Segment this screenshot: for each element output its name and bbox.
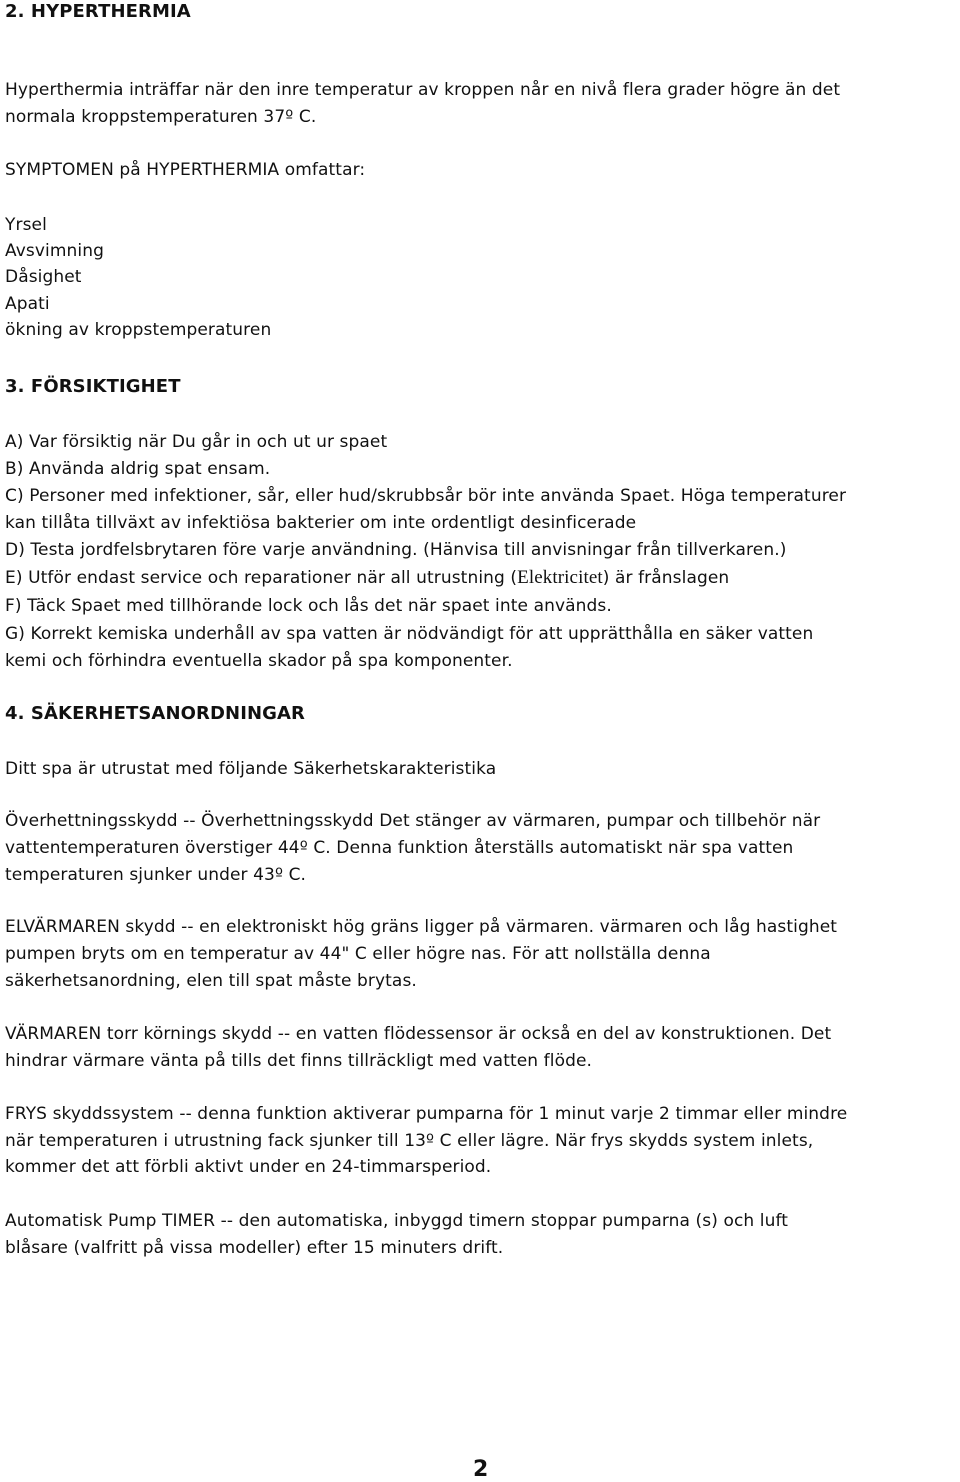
paragraph-line: när temperaturen i utrustning fack sjunker till 13º C eller lägre. När frys skydds system inlets, — [5, 1131, 814, 1151]
symptoms-heading: SYMPTOMEN på HYPERTHERMIA omfattar: — [5, 160, 366, 180]
page-number: 2 — [473, 1457, 489, 1482]
paragraph-line: ELVÄRMAREN skydd -- en elektroniskt hög gräns ligger på värmaren. värmaren och låg hastighet — [5, 917, 838, 937]
caution-line-e-post: ) är frånslagen — [602, 568, 730, 588]
caution-line-e-word: Elektricitet — [517, 567, 603, 588]
section-heading-safety-devices: 4. SÄKERHETSANORDNINGAR — [5, 703, 306, 724]
paragraph-line: blåsare (valfritt på vissa modeller) efter 15 minuters drift. — [5, 1238, 504, 1258]
caution-line-g-cont: kemi och förhindra eventuella skador på spa komponenter. — [5, 651, 513, 671]
caution-line-c: C) Personer med infektioner, sår, eller hud/skrubbsår bör inte använda Spaet. Höga temperaturer — [5, 486, 847, 506]
caution-line-g: G) Korrekt kemiska underhåll av spa vatten är nödvändigt för att upprätthålla en säker vatten — [5, 624, 814, 644]
section-heading-caution: 3. FÖRSIKTIGHET — [5, 376, 181, 397]
paragraph-line: FRYS skyddssystem -- denna funktion aktiverar pumparna för 1 minut varje 2 timmar eller mindre — [5, 1104, 848, 1124]
list-item: ökning av kroppstemperaturen — [5, 320, 272, 340]
paragraph-line: kommer det att förbli aktivt under en 24-timmarsperiod. — [5, 1157, 492, 1177]
paragraph-line: Överhettningsskydd -- Överhettningsskydd Det stänger av värmaren, pumpar och tillbehör när — [5, 811, 821, 831]
caution-line-e-pre: E) Utför endast service och reparationer när all utrustning ( — [5, 568, 518, 588]
paragraph-line: Automatisk Pump TIMER -- den automatiska, inbyggd timern stoppar pumparna (s) och luft — [5, 1211, 789, 1231]
paragraph-line: normala kroppstemperaturen 37º C. — [5, 107, 317, 127]
list-item: Avsvimning — [5, 241, 104, 261]
paragraph-line: hindrar värmare vänta på tills det finns tillräckligt med vatten flöde. — [5, 1051, 593, 1071]
paragraph-line: temperaturen sjunker under 43º C. — [5, 865, 307, 885]
list-item: Apati — [5, 294, 50, 314]
paragraph-line: säkerhetsanordning, elen till spat måste brytas. — [5, 971, 417, 991]
caution-line-d: D) Testa jordfelsbrytaren före varje användning. (Hänvisa till anvisningar från tillverkaren.) — [5, 540, 787, 560]
list-item: Dåsighet — [5, 267, 82, 287]
safety-intro: Ditt spa är utrustat med följande Säkerhetskarakteristika — [5, 759, 497, 779]
paragraph-line: Hyperthermia inträffar när den inre temperatur av kroppen når en nivå flera grader högre än det — [5, 80, 841, 100]
caution-line-b: B) Använda aldrig spat ensam. — [5, 459, 271, 479]
section-heading-hyperthermia: 2. HYPERTHERMIA — [5, 1, 191, 22]
paragraph-line: pumpen bryts om en temperatur av 44" C eller högre nas. För att nollställa denna — [5, 944, 711, 964]
caution-line-f: F) Täck Spaet med tillhörande lock och lås det när spaet inte används. — [5, 596, 612, 616]
paragraph-line: vattentemperaturen överstiger 44º C. Denna funktion återställs automatiskt när spa vatten — [5, 838, 794, 858]
paragraph-line: VÄRMAREN torr körnings skydd -- en vatten flödessensor är också en del av konstruktionen. Det — [5, 1024, 832, 1044]
list-item: Yrsel — [5, 215, 47, 235]
caution-line-a: A) Var försiktig när Du går in och ut ur spaet — [5, 432, 388, 452]
caution-line-e — [5, 568, 729, 588]
caution-line-c-cont: kan tillåta tillväxt av infektiösa bakterier om inte ordentligt desinficerade — [5, 513, 637, 533]
